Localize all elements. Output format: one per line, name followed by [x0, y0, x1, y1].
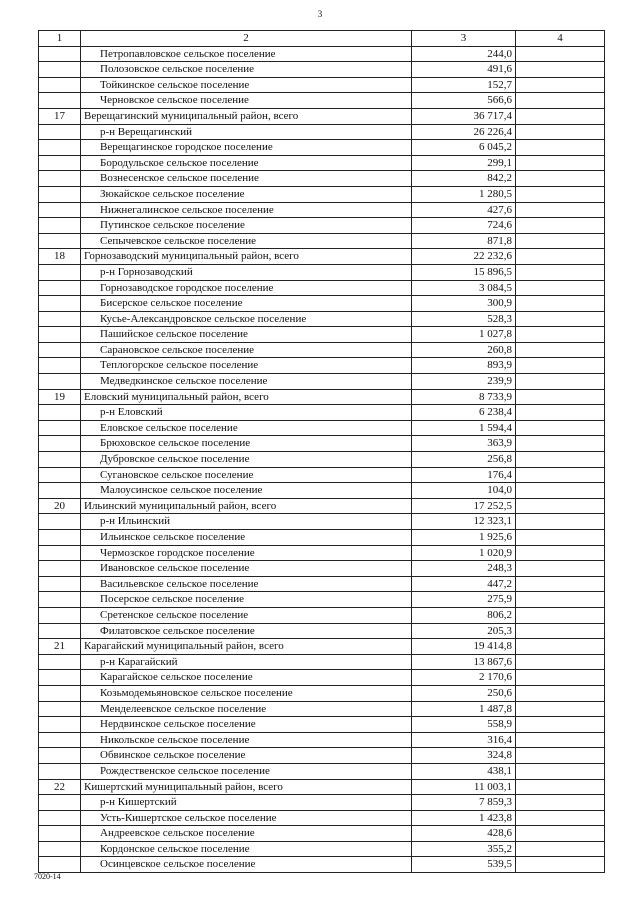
- row-name: р-н Верещагинский: [81, 124, 412, 140]
- row-value: 1 423,8: [412, 810, 516, 826]
- row-name: Путинское сельское поселение: [81, 218, 412, 234]
- row-value: 12 323,1: [412, 514, 516, 530]
- row-value: 15 896,5: [412, 264, 516, 280]
- table-row: [39, 857, 605, 873]
- row-number: [39, 763, 81, 779]
- row-col-4: [516, 405, 605, 421]
- row-name: Полозовское сельское поселение: [81, 62, 412, 78]
- table-row: [39, 779, 605, 795]
- row-col-4: [516, 639, 605, 655]
- row-name: Осинцевское сельское поселение: [81, 857, 412, 873]
- row-value: 528,3: [412, 311, 516, 327]
- row-value: 2 170,6: [412, 670, 516, 686]
- row-col-4: [516, 171, 605, 187]
- row-col-4: [516, 186, 605, 202]
- row-col-4: [516, 296, 605, 312]
- row-value: 244,0: [412, 46, 516, 62]
- row-name: Кордонское сельское поселение: [81, 841, 412, 857]
- row-col-4: [516, 93, 605, 109]
- row-name: Горнозаводское городское поселение: [81, 280, 412, 296]
- row-name: Бисерское сельское поселение: [81, 296, 412, 312]
- row-number: [39, 530, 81, 546]
- row-col-4: [516, 280, 605, 296]
- row-name: Пашийское сельское поселение: [81, 327, 412, 343]
- row-name: Нижнегалинское сельское поселение: [81, 202, 412, 218]
- table-row: [39, 452, 605, 468]
- row-number: [39, 374, 81, 390]
- table-row: [39, 467, 605, 483]
- row-number: [39, 717, 81, 733]
- row-number: 18: [39, 249, 81, 265]
- row-col-4: [516, 311, 605, 327]
- row-name: Вознесенское сельское поселение: [81, 171, 412, 187]
- row-value: 427,6: [412, 202, 516, 218]
- row-col-4: [516, 342, 605, 358]
- row-name: Дубровское сельское поселение: [81, 452, 412, 468]
- row-name: Сарановское сельское поселение: [81, 342, 412, 358]
- row-number: 22: [39, 779, 81, 795]
- row-col-4: [516, 77, 605, 93]
- row-value: 1 020,9: [412, 545, 516, 561]
- row-number: [39, 623, 81, 639]
- table-row: [39, 514, 605, 530]
- row-number: [39, 592, 81, 608]
- table-row: [39, 701, 605, 717]
- row-name: Никольское сельское поселение: [81, 732, 412, 748]
- table-row: [39, 530, 605, 546]
- row-number: [39, 140, 81, 156]
- row-name: Чермозское городское поселение: [81, 545, 412, 561]
- row-value: 539,5: [412, 857, 516, 873]
- row-value: 1 594,4: [412, 420, 516, 436]
- row-name: Кишертский муниципальный район, всего: [81, 779, 412, 795]
- row-number: [39, 46, 81, 62]
- row-value: 104,0: [412, 483, 516, 499]
- row-name: Верещагинский муниципальный район, всего: [81, 108, 412, 124]
- row-col-4: [516, 155, 605, 171]
- row-col-4: [516, 514, 605, 530]
- row-value: 36 717,4: [412, 108, 516, 124]
- row-number: [39, 342, 81, 358]
- row-col-4: [516, 857, 605, 873]
- header-col-4: 4: [516, 31, 605, 47]
- row-value: 871,8: [412, 233, 516, 249]
- table-row: [39, 670, 605, 686]
- row-col-4: [516, 530, 605, 546]
- row-col-4: [516, 732, 605, 748]
- row-col-4: [516, 685, 605, 701]
- row-col-4: [516, 124, 605, 140]
- table-header-row: [39, 31, 605, 47]
- row-number: [39, 327, 81, 343]
- row-number: [39, 93, 81, 109]
- row-value: 893,9: [412, 358, 516, 374]
- row-value: 438,1: [412, 763, 516, 779]
- row-number: [39, 186, 81, 202]
- row-number: [39, 280, 81, 296]
- row-name: Верещагинское городское поселение: [81, 140, 412, 156]
- table-row: [39, 623, 605, 639]
- table-row: [39, 810, 605, 826]
- table-row: [39, 202, 605, 218]
- table-row: [39, 77, 605, 93]
- table-row: [39, 607, 605, 623]
- table-row: [39, 763, 605, 779]
- row-number: [39, 857, 81, 873]
- row-name: Петропавловское сельское поселение: [81, 46, 412, 62]
- table-row: [39, 795, 605, 811]
- row-value: 7 859,3: [412, 795, 516, 811]
- row-number: [39, 514, 81, 530]
- row-number: [39, 670, 81, 686]
- row-name: Зюкайское сельское поселение: [81, 186, 412, 202]
- row-number: [39, 62, 81, 78]
- row-value: 6 238,4: [412, 405, 516, 421]
- row-col-4: [516, 467, 605, 483]
- row-col-4: [516, 592, 605, 608]
- table-row: [39, 374, 605, 390]
- row-number: [39, 685, 81, 701]
- row-value: 428,6: [412, 826, 516, 842]
- row-value: 11 003,1: [412, 779, 516, 795]
- row-col-4: [516, 249, 605, 265]
- row-number: [39, 483, 81, 499]
- table-row: [39, 436, 605, 452]
- row-col-4: [516, 795, 605, 811]
- row-col-4: [516, 420, 605, 436]
- row-value: 299,1: [412, 155, 516, 171]
- table-row: [39, 233, 605, 249]
- table-row: [39, 405, 605, 421]
- row-number: [39, 420, 81, 436]
- row-number: [39, 296, 81, 312]
- row-number: 17: [39, 108, 81, 124]
- row-number: [39, 155, 81, 171]
- row-value: 316,4: [412, 732, 516, 748]
- table-row: [39, 311, 605, 327]
- row-value: 248,3: [412, 561, 516, 577]
- row-name: Еловский муниципальный район, всего: [81, 389, 412, 405]
- table-row: [39, 685, 605, 701]
- row-col-4: [516, 576, 605, 592]
- row-name: Теплогорское сельское поселение: [81, 358, 412, 374]
- row-value: 256,8: [412, 452, 516, 468]
- budget-table: [38, 30, 605, 873]
- table-row: [39, 218, 605, 234]
- table-row: [39, 140, 605, 156]
- row-number: [39, 264, 81, 280]
- row-value: 842,2: [412, 171, 516, 187]
- row-col-4: [516, 826, 605, 842]
- row-number: [39, 124, 81, 140]
- table-row: [39, 826, 605, 842]
- row-col-4: [516, 670, 605, 686]
- row-value: 558,9: [412, 717, 516, 733]
- row-col-4: [516, 763, 605, 779]
- row-col-4: [516, 779, 605, 795]
- row-value: 1 487,8: [412, 701, 516, 717]
- row-value: 566,6: [412, 93, 516, 109]
- row-number: [39, 732, 81, 748]
- table-row: [39, 155, 605, 171]
- row-number: [39, 607, 81, 623]
- row-name: Сепычевское сельское поселение: [81, 233, 412, 249]
- row-col-4: [516, 218, 605, 234]
- row-col-4: [516, 374, 605, 390]
- row-name: Нердвинское сельское поселение: [81, 717, 412, 733]
- table-row: [39, 841, 605, 857]
- row-value: 8 733,9: [412, 389, 516, 405]
- row-name: Ильинское сельское поселение: [81, 530, 412, 546]
- row-value: 239,9: [412, 374, 516, 390]
- row-col-4: [516, 140, 605, 156]
- row-value: 205,3: [412, 623, 516, 639]
- row-number: [39, 841, 81, 857]
- footer-code: 7020-14: [34, 872, 61, 881]
- row-number: [39, 467, 81, 483]
- row-col-4: [516, 701, 605, 717]
- row-col-4: [516, 389, 605, 405]
- row-value: 152,7: [412, 77, 516, 93]
- table-row: [39, 264, 605, 280]
- row-number: [39, 748, 81, 764]
- row-col-4: [516, 623, 605, 639]
- row-name: Тойкинское сельское поселение: [81, 77, 412, 93]
- row-value: 17 252,5: [412, 498, 516, 514]
- row-value: 1 280,5: [412, 186, 516, 202]
- row-number: [39, 405, 81, 421]
- table-row: [39, 748, 605, 764]
- table-row: [39, 358, 605, 374]
- row-value: 19 414,8: [412, 639, 516, 655]
- row-name: Карагайский муниципальный район, всего: [81, 639, 412, 655]
- row-col-4: [516, 841, 605, 857]
- row-number: [39, 795, 81, 811]
- table-row: [39, 186, 605, 202]
- row-col-4: [516, 202, 605, 218]
- row-col-4: [516, 483, 605, 499]
- row-name: Брюховское сельское поселение: [81, 436, 412, 452]
- row-col-4: [516, 452, 605, 468]
- row-number: [39, 436, 81, 452]
- row-value: 275,9: [412, 592, 516, 608]
- row-number: [39, 452, 81, 468]
- row-col-4: [516, 748, 605, 764]
- row-name: Черновское сельское поселение: [81, 93, 412, 109]
- row-number: [39, 545, 81, 561]
- table-row: [39, 296, 605, 312]
- row-name: Горнозаводский муниципальный район, всего: [81, 249, 412, 265]
- table-row: [39, 46, 605, 62]
- table-row: [39, 561, 605, 577]
- row-col-4: [516, 545, 605, 561]
- row-name: Усть-Кишертское сельское поселение: [81, 810, 412, 826]
- row-name: Рождественское сельское поселение: [81, 763, 412, 779]
- row-name: Карагайское сельское поселение: [81, 670, 412, 686]
- row-name: р-н Горнозаводский: [81, 264, 412, 280]
- table-row: [39, 576, 605, 592]
- row-number: 20: [39, 498, 81, 514]
- row-name: Козьмодемьяновское сельское поселение: [81, 685, 412, 701]
- row-col-4: [516, 358, 605, 374]
- row-name: р-н Кишертский: [81, 795, 412, 811]
- page-number: 3: [317, 9, 323, 19]
- header-col-1: 1: [39, 31, 81, 47]
- table-body: [39, 46, 605, 872]
- row-col-4: [516, 810, 605, 826]
- row-value: 176,4: [412, 467, 516, 483]
- table-row: [39, 654, 605, 670]
- row-name: Андреевское сельское поселение: [81, 826, 412, 842]
- row-number: [39, 701, 81, 717]
- row-value: 363,9: [412, 436, 516, 452]
- row-number: 19: [39, 389, 81, 405]
- table-row: [39, 124, 605, 140]
- row-value: 260,8: [412, 342, 516, 358]
- row-number: [39, 654, 81, 670]
- row-value: 491,6: [412, 62, 516, 78]
- row-name: Кусье-Александровское сельское поселение: [81, 311, 412, 327]
- row-col-4: [516, 607, 605, 623]
- table-row: [39, 732, 605, 748]
- row-col-4: [516, 436, 605, 452]
- table-row: [39, 420, 605, 436]
- row-value: 806,2: [412, 607, 516, 623]
- row-name: Еловское сельское поселение: [81, 420, 412, 436]
- table-row: [39, 639, 605, 655]
- header-col-3: 3: [412, 31, 516, 47]
- row-value: 3 084,5: [412, 280, 516, 296]
- row-name: Посерское сельское поселение: [81, 592, 412, 608]
- row-name: Сретенское сельское поселение: [81, 607, 412, 623]
- row-name: р-н Ильинский: [81, 514, 412, 530]
- row-col-4: [516, 264, 605, 280]
- row-value: 724,6: [412, 218, 516, 234]
- table-row: [39, 483, 605, 499]
- table-row: [39, 249, 605, 265]
- row-name: Бородульское сельское поселение: [81, 155, 412, 171]
- row-number: [39, 77, 81, 93]
- row-col-4: [516, 233, 605, 249]
- table-row: [39, 389, 605, 405]
- row-name: Менделеевское сельское поселение: [81, 701, 412, 717]
- row-col-4: [516, 62, 605, 78]
- row-value: 250,6: [412, 685, 516, 701]
- row-value: 355,2: [412, 841, 516, 857]
- row-col-4: [516, 561, 605, 577]
- row-name: Малоусинское сельское поселение: [81, 483, 412, 499]
- row-value: 1 027,8: [412, 327, 516, 343]
- row-value: 1 925,6: [412, 530, 516, 546]
- row-number: [39, 826, 81, 842]
- row-value: 6 045,2: [412, 140, 516, 156]
- row-col-4: [516, 46, 605, 62]
- row-value: 447,2: [412, 576, 516, 592]
- row-number: [39, 311, 81, 327]
- row-col-4: [516, 717, 605, 733]
- table-row: [39, 342, 605, 358]
- row-name: Филатовское сельское поселение: [81, 623, 412, 639]
- row-number: [39, 202, 81, 218]
- row-value: 22 232,6: [412, 249, 516, 265]
- row-col-4: [516, 654, 605, 670]
- row-col-4: [516, 327, 605, 343]
- table-row: [39, 545, 605, 561]
- header-col-2: 2: [81, 31, 412, 47]
- row-name: Обвинское сельское поселение: [81, 748, 412, 764]
- table-row: [39, 108, 605, 124]
- row-number: [39, 561, 81, 577]
- row-name: р-н Карагайский: [81, 654, 412, 670]
- table-row: [39, 498, 605, 514]
- table-row: [39, 171, 605, 187]
- row-value: 26 226,4: [412, 124, 516, 140]
- table-row: [39, 62, 605, 78]
- row-value: 324,8: [412, 748, 516, 764]
- table-row: [39, 327, 605, 343]
- table-row: [39, 592, 605, 608]
- row-name: Васильевское сельское поселение: [81, 576, 412, 592]
- table-row: [39, 717, 605, 733]
- row-number: [39, 576, 81, 592]
- table-row: [39, 93, 605, 109]
- row-name: Ивановское сельское поселение: [81, 561, 412, 577]
- row-name: Ильинский муниципальный район, всего: [81, 498, 412, 514]
- row-name: Сугановское сельское поселение: [81, 467, 412, 483]
- row-number: [39, 171, 81, 187]
- table-row: [39, 280, 605, 296]
- row-number: 21: [39, 639, 81, 655]
- row-name: р-н Еловский: [81, 405, 412, 421]
- row-number: [39, 233, 81, 249]
- row-value: 13 867,6: [412, 654, 516, 670]
- row-number: [39, 810, 81, 826]
- row-number: [39, 218, 81, 234]
- row-value: 300,9: [412, 296, 516, 312]
- row-col-4: [516, 498, 605, 514]
- row-col-4: [516, 108, 605, 124]
- row-number: [39, 358, 81, 374]
- row-name: Медведкинское сельское поселение: [81, 374, 412, 390]
